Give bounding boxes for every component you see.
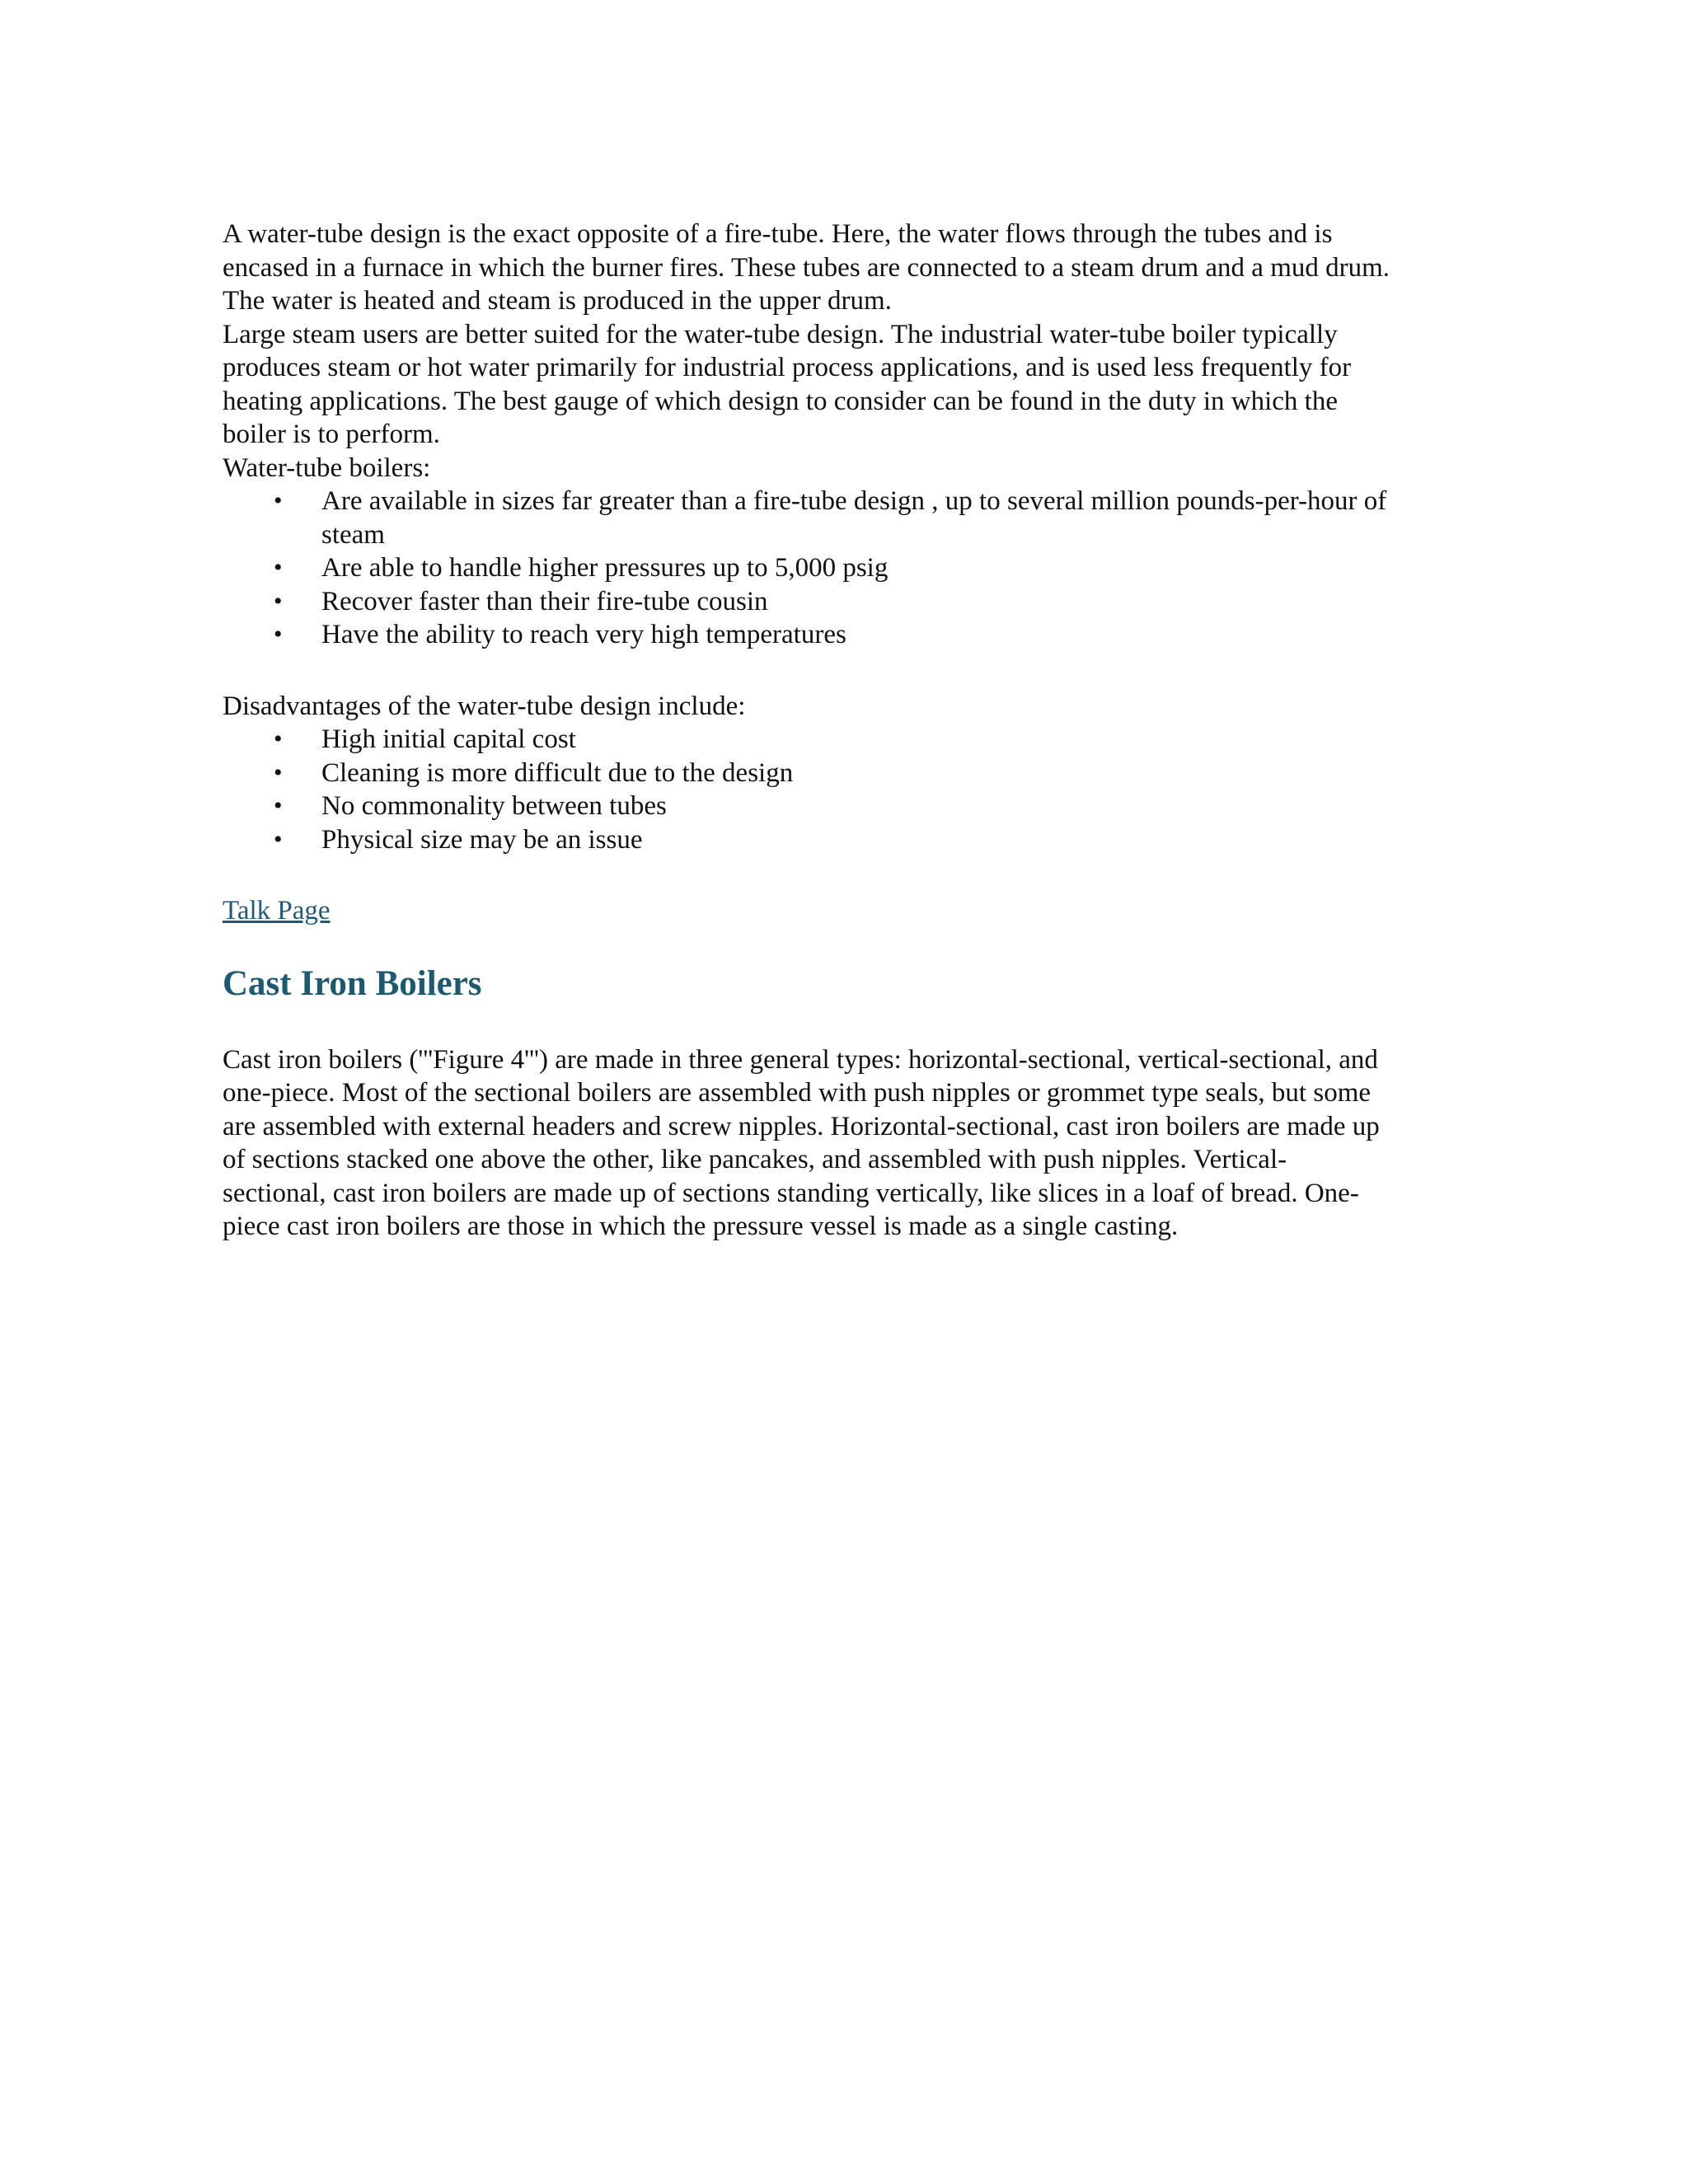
cast-iron-paragraph bbox=[223, 1043, 1475, 1244]
bullet-icon: • bbox=[274, 621, 283, 648]
bullet-icon: • bbox=[274, 825, 283, 853]
intro-line: boiler is to perform. bbox=[223, 419, 440, 449]
intro-line: Large steam users are better suited for the water-tube design. The industrial water-tube boiler typically bbox=[223, 319, 1338, 349]
intro-paragraph bbox=[223, 218, 1475, 485]
intro-line: produces steam or hot water primarily for industrial process applications, and is used less frequently for bbox=[223, 353, 1352, 382]
cast-iron-line: piece cast iron boilers are those in which the pressure vessel is made as a single casting. bbox=[223, 1212, 1179, 1241]
cast-iron-line: Cast iron boilers ('''Figure 4''') are made in three general types: horizontal-sectional, vertical-sectional, and bbox=[223, 1044, 1378, 1075]
bullet-icon: • bbox=[274, 725, 283, 752]
list-item: • Are able to handle higher pressures up to 5,000 psig bbox=[223, 551, 1475, 585]
list-item: • Are available in sizes far greater than a fire-tube design , up to several million pounds-per-hour of steam bbox=[274, 486, 1387, 550]
intro-line: heating applications. The best gauge of which design to consider can be found in the duty in which the bbox=[223, 386, 1338, 416]
cast-iron-line: sectional, cast iron boilers are made up of sections standing vertically, like slices in a loaf of bread. One- bbox=[223, 1178, 1359, 1208]
bullet-icon: • bbox=[274, 792, 283, 819]
list-item: • Physical size may be an issue bbox=[223, 823, 1475, 857]
talk-page-link[interactable]: Talk Page bbox=[223, 896, 331, 926]
list-item: • No commonality between tubes bbox=[223, 790, 1475, 823]
disadvantages-intro: Disadvantages of the water-tube design include: bbox=[223, 691, 746, 721]
advantages-list bbox=[223, 485, 1475, 652]
bullet-icon: • bbox=[274, 587, 283, 615]
disadvantages-list bbox=[223, 723, 1475, 856]
list-item: • Have the ability to reach very high temperatures bbox=[223, 618, 1475, 652]
section-title: Cast Iron Boilers bbox=[223, 963, 482, 1003]
list-item: • High initial capital cost bbox=[223, 723, 1475, 757]
water-tube-boilers-label: Water-tube boilers: bbox=[223, 452, 431, 483]
bullet-icon: • bbox=[274, 554, 283, 581]
intro-line: A water-tube design is the exact opposite of a fire-tube. Here, the water flows through the tubes and is bbox=[223, 219, 1333, 249]
list-item: • Recover faster than their fire-tube cousin bbox=[223, 585, 1475, 619]
intro-line: The water is heated and steam is produced in the upper drum. bbox=[223, 286, 892, 316]
bullet-icon: • bbox=[274, 487, 283, 514]
document-page bbox=[223, 218, 1475, 1244]
cast-iron-line: one-piece. Most of the sectional boilers are assembled with push nipples or grommet type seals, but some bbox=[223, 1078, 1372, 1108]
list-item: • Cleaning is more difficult due to the design bbox=[223, 757, 1475, 790]
intro-line: encased in a furnace in which the burner fires. These tubes are connected to a steam drum and a mud drum. bbox=[223, 252, 1390, 283]
cast-iron-line: are assembled with external headers and screw nipples. Horizontal-sectional, cast iron boilers are made up bbox=[223, 1111, 1380, 1141]
bullet-icon: • bbox=[274, 758, 283, 786]
cast-iron-line: of sections stacked one above the other, like pancakes, and assembled with push nipples. Vertical- bbox=[223, 1145, 1287, 1174]
